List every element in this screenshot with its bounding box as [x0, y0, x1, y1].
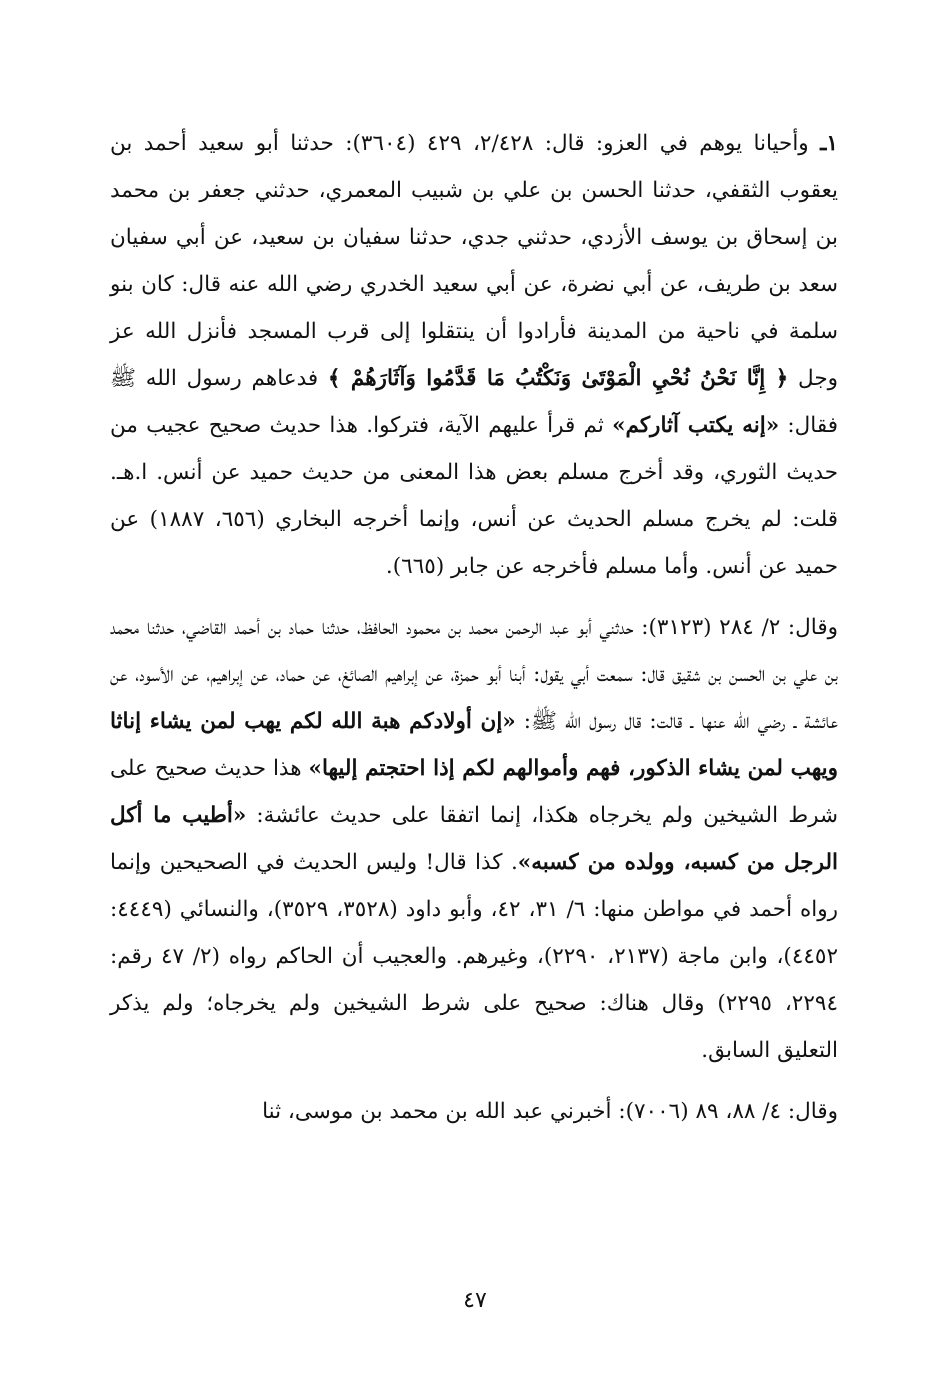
hadith-quote: «إن أولادكم هبة الله لكم يهب لمن يشاء إناثا ويهب لمن يشاء الذكور، فهم وأموالهم لكم إذا احتجتم إليها» [110, 709, 838, 781]
page-body [110, 120, 838, 1200]
paragraph-text: فدعاهم رسول الله ﷺ فقال: [110, 366, 838, 438]
paragraph-text: وقال: ٤/ ٨٨، ٨٩ (٧٠٠٦): أخبرني عبد الله بن محمد بن موسى، ثنا [262, 1099, 838, 1124]
paragraph-text: ثم قرأ عليهم الآية، فتركوا. هذا حديث صحيح عجيب من حديث الثوري، وقد أخرج مسلم بعض هذا المعنى من حديث حميد عن أنس. ا.هـ. قلت: لم يخرج مسلم الحديث عن أنس، وإنما أخرجه البخاري (٦٥٦، ١٨٨٧) عن حميد عن أنس. وأما مسلم فأخرجه عن جابر (٦٦٥). [110, 413, 838, 579]
paragraph-text: وقال: ٢/ ٢٨٤ (٣١٢٣): حدثني أبو عبد الرحمن محمد بن محمود الحافظ، حدثنا حماد بن أحمد القاضي، حدثنا محمد بن علي بن الحسن بن شقيق قال: سمعت أبي يقول: أبنا أبو حمزة، عن إبراهيم الصائغ، عن حماد، عن إبراهيم، عن الأسود، عن عائشة ـ رضي الله عنها ـ قالت: قال رسول الله ﷺ: [110, 615, 839, 734]
paragraph-3 [110, 1088, 838, 1135]
hadith-quote: «أطيب ما أكل الرجل من كسبه، وولده من كسبه» [110, 803, 838, 875]
paragraph-text: . كذا قال! وليس الحديث في الصحيحين وإنما رواه أحمد في مواطن منها: ٦/ ٣١، ٤٢، وأبو داود (٣٥٢٨، ٣٥٢٩)، والنسائي (٤٤٤٩: ٤٤٥٢)، وابن ماجة (٢١٣٧، ٢٢٩٠)، وغيرهم. والعجيب أن الحاكم رواه (٢/ ٤٧ رقم: ٢٢٩٤، ٢٢٩٥) وقال هناك: صحيح على شرط الشيخين ولم يخرجاه؛ ولم يذكر التعليق السابق. [110, 850, 839, 1063]
quran-verse: ﴿ إِنَّا نَحْنُ نُحْيِ الْمَوْتَىٰ وَنَكْتُبُ مَا قَدَّمُوا وَآثَارَهُمْ ﴾ [327, 366, 789, 391]
hadith-quote: «إنه يكتب آثاركم» [612, 413, 780, 438]
paragraph-text: هذا حديث صحيح على شرط الشيخين ولم يخرجاه هكذا، إنما اتفقا على حديث عائشة: [110, 756, 838, 828]
paragraph-2 [110, 604, 838, 1074]
paragraph-1 [110, 120, 838, 590]
page-number: ٤٧ [463, 1288, 487, 1313]
paragraph-text: وأحيانا يوهم في العزو: قال: ٢/٤٢٨، ٤٢٩ (٣٦٠٤): حدثنا أبو سعيد أحمد بن يعقوب الثقفي، حدثنا الحسن بن علي بن شبيب المعمري، حدثني جعفر بن محمد بن إسحاق بن يوسف الأزدي، حدثني جدي، حدثنا سفيان بن سعيد، عن أبي سفيان سعد بن طريف، عن أبي نضرة، عن أبي سعيد الخدري رضي الله عنه قال: كان بنو سلمة في ناحية من المدينة فأرادوا أن ينتقلوا إلى قرب المسجد فأنزل الله عز وجل [110, 131, 838, 391]
item-number: ١ـ [820, 131, 838, 156]
